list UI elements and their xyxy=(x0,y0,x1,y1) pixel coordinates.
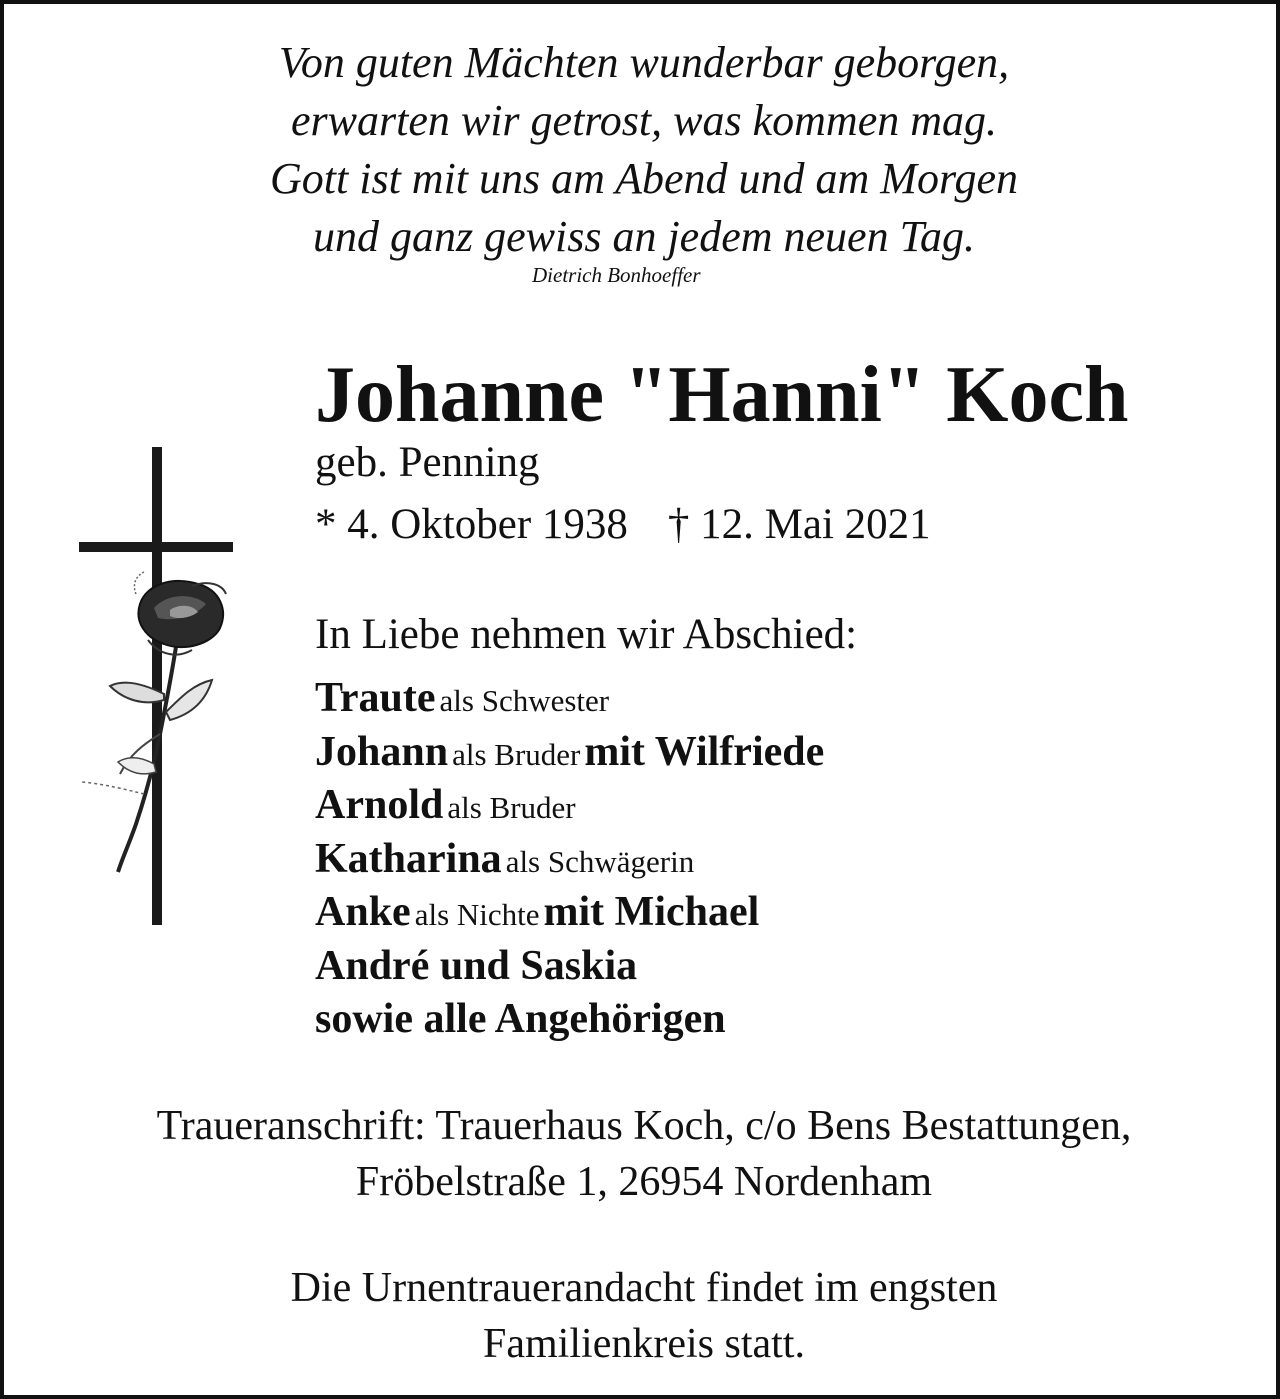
mourner-relation: als Schwester xyxy=(439,683,610,718)
service-line: Familienkreis statt. xyxy=(483,1321,805,1367)
maiden-name: geb. Penning xyxy=(315,439,540,486)
farewell-text: In Liebe nehmen wir Abschied: xyxy=(315,611,858,658)
list-item xyxy=(315,993,824,1047)
death-date: † 12. Mai 2021 xyxy=(667,501,931,548)
birth-date: * 4. Oktober 1938 xyxy=(315,501,628,548)
address-line: Traueranschrift: Trauerhaus Koch, c/o Bens Bestattungen, xyxy=(156,1103,1132,1149)
mourner-name: Arnold xyxy=(315,782,444,828)
poem-line: erwarten wir getrost, was kommen mag. xyxy=(290,96,998,145)
service-line: Die Urnentrauerandacht findet im engsten xyxy=(290,1265,998,1311)
service-notice xyxy=(4,1260,1280,1372)
mourner-partner: mit Michael xyxy=(543,889,760,935)
mourner-name: sowie alle Angehörigen xyxy=(315,996,726,1042)
mourner-name: Anke xyxy=(315,889,411,935)
mourner-name: André und Saskia xyxy=(315,942,638,989)
mourner-name: Johann xyxy=(315,728,449,775)
cross-with-rose-icon xyxy=(74,444,244,929)
mourner-name: Katharina xyxy=(315,835,502,882)
mourner-partner: mit Wilfriede xyxy=(584,728,825,775)
list-item xyxy=(315,940,824,994)
list-item xyxy=(315,672,824,726)
poem-author: Dietrich Bonhoeffer xyxy=(532,263,701,287)
life-dates xyxy=(315,498,931,552)
address-line: Fröbelstraße 1, 26954 Nordenham xyxy=(355,1159,933,1205)
poem-line: und ganz gewiss an jedem neuen Tag. xyxy=(312,212,976,261)
mourning-address xyxy=(4,1098,1280,1210)
deceased-name: Johanne "Hanni" Koch xyxy=(315,351,1129,439)
mourner-relation: als Bruder xyxy=(452,736,581,772)
list-item xyxy=(315,833,824,887)
mourner-name: Traute xyxy=(315,675,436,721)
poem xyxy=(4,34,1280,266)
list-item xyxy=(315,886,824,940)
mourner-relation: als Schwägerin xyxy=(505,843,695,879)
mourner-list xyxy=(315,672,824,1047)
mourner-relation: als Bruder xyxy=(447,790,576,825)
list-item xyxy=(315,779,824,833)
mourner-relation: als Nichte xyxy=(414,897,540,932)
poem-line: Von guten Mächten wunderbar geborgen, xyxy=(278,38,1010,87)
poem-line: Gott ist mit uns am Abend und am Morgen xyxy=(270,154,1018,203)
list-item xyxy=(315,726,824,780)
